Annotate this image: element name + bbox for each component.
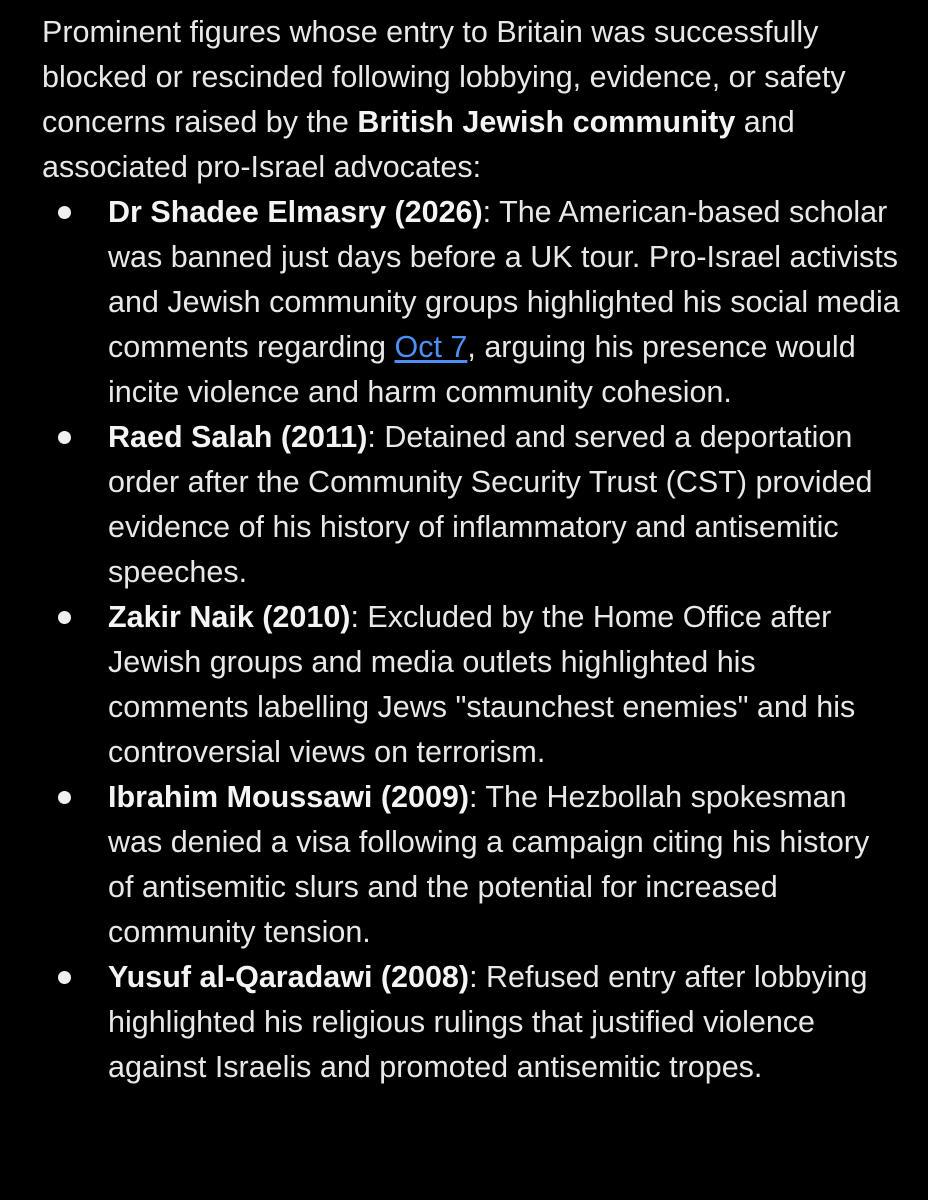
- intro-bold-phrase: British Jewish community: [357, 105, 736, 139]
- entry-text: : Refused entry after lobbying highlighted his religious rulings that justified violence against Israelis and promoted antisemitic tropes.: [108, 960, 868, 1084]
- bullet-icon: [58, 611, 71, 624]
- entry-text: : The American-based scholar was banned just days before a UK tour. Pro-Israel activists and Jewish community groups highlighted his social media comments regarding: [108, 195, 900, 364]
- list-item-salah: [42, 415, 902, 595]
- bullet-icon: [58, 206, 71, 219]
- intro-paragraph: [42, 10, 902, 190]
- entry-text: : Excluded by the Home Office after Jewish groups and media outlets highlighted his comments labelling Jews "staunchest enemies" and his controversial views on terrorism.: [108, 600, 856, 769]
- entry-name: Raed Salah (2011): [108, 420, 368, 454]
- entry-name: Ibrahim Moussawi (2009): [108, 780, 470, 814]
- list-item-qaradawi: [42, 955, 902, 1090]
- entry-name: Yusuf al-Qaradawi (2008): [108, 960, 470, 994]
- entry-text-continued: , arguing his presence would incite violence and harm community cohesion.: [108, 330, 856, 409]
- entry-name: Zakir Naik (2010): [108, 600, 351, 634]
- figures-list: [42, 190, 902, 1090]
- intro-text-end: and associated pro-Israel advocates:: [42, 105, 795, 184]
- intro-text-start: Prominent figures whose entry to Britain was successfully blocked or rescinded following lobbying, evidence, or safety concerns raised by the: [42, 15, 846, 139]
- entry-name: Dr Shadee Elmasry (2026): [108, 195, 483, 229]
- list-item-elmasry: [42, 190, 902, 415]
- article-content: [42, 10, 902, 1090]
- entry-text: : Detained and served a deportation order after the Community Security Trust (CST) provided evidence of his history of inflammatory and antisemitic speeches.: [108, 420, 873, 589]
- list-item-naik: [42, 595, 902, 775]
- entry-text: : The Hezbollah spokesman was denied a visa following a campaign citing his history of antisemitic slurs and the potential for increased community tension.: [108, 780, 870, 949]
- oct-7-link[interactable]: Oct 7: [394, 330, 468, 364]
- bullet-icon: [58, 971, 71, 984]
- bullet-icon: [58, 431, 71, 444]
- list-item-moussawi: [42, 775, 902, 955]
- bullet-icon: [58, 791, 71, 804]
